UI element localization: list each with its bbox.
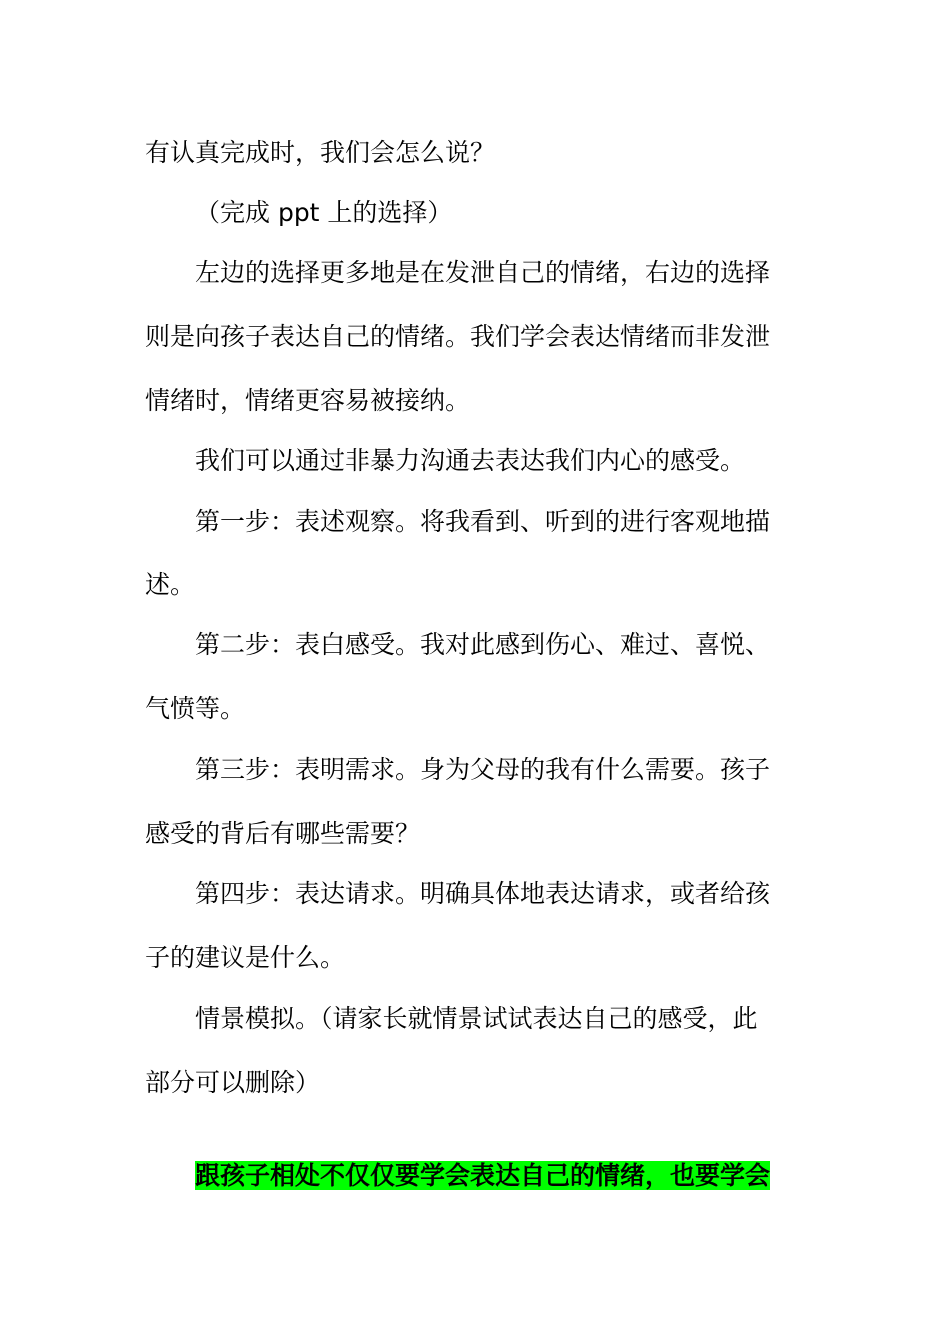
highlighted-text: 跟孩子相处不仅仅要学会表达自己的情绪，也要学会 [195, 1161, 771, 1190]
step-four-line: 第四步：表达请求。明确具体地表达请求，或者给孩 [195, 879, 771, 908]
step-three-line: 感受的背后有哪些需要？ [145, 819, 421, 848]
step-one-line: 第一步：表述观察。将我看到、听到的进行客观地描 [195, 507, 771, 536]
step-two-line: 气愤等。 [145, 694, 246, 723]
paragraph-line: 则是向孩子表达自己的情绪。我们学会表达情绪而非发泄 [145, 322, 771, 351]
paragraph-line: 左边的选择更多地是在发泄自己的情绪，右边的选择 [195, 258, 771, 287]
scenario-line: 部分可以删除） [145, 1068, 321, 1097]
paragraph-line: 我们可以通过非暴力沟通去表达我们内心的感受。 [195, 446, 746, 475]
text-line: （完成 ppt 上的选择） [195, 198, 453, 227]
paragraph-line: 情绪时，情绪更容易被接纳。 [145, 386, 471, 415]
step-three-line: 第三步：表明需求。身为父母的我有什么需要。孩子 [195, 755, 771, 784]
step-two-line: 第二步：表白感受。我对此感到伤心、难过、喜悦、 [195, 630, 771, 659]
text-line: 有认真完成时，我们会怎么说？ [145, 138, 496, 167]
highlighted-line-wrapper [195, 1159, 785, 1193]
step-one-line: 述。 [145, 570, 196, 599]
scenario-line: 情景模拟。（请家长就情景试试表达自己的感受，此 [195, 1004, 758, 1033]
step-four-line: 子的建议是什么。 [145, 943, 346, 972]
